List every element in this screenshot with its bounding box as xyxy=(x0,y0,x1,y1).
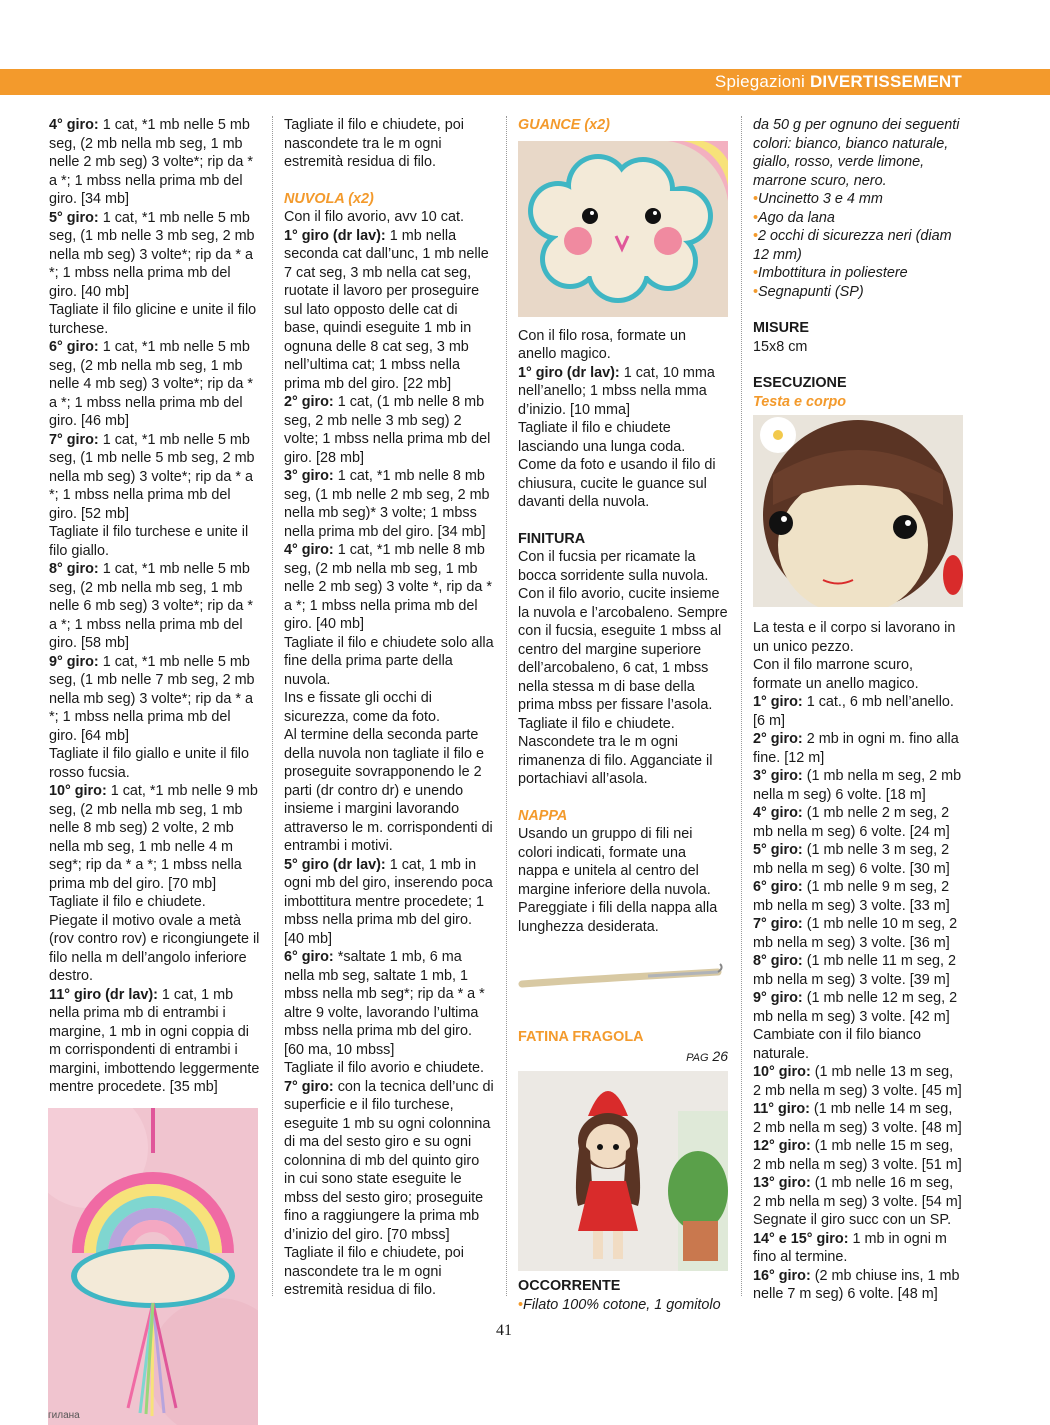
step-label: 8° giro: xyxy=(49,561,99,577)
step-label: 14° e 15° giro: xyxy=(753,1230,849,1247)
step-text: (1 mb nelle 2 m seg, 2 mb nella m seg) 6 volte. [24 m] xyxy=(753,805,950,840)
step-text: La testa e il corpo si lavorano in un unico pezzo. xyxy=(753,620,956,655)
instruction-step xyxy=(753,952,963,989)
instruction-step xyxy=(49,116,261,209)
instruction-step xyxy=(753,767,963,804)
step-label: 6° giro: xyxy=(753,879,803,895)
step-text: 1 mb in ogni m fino al termine. xyxy=(753,1230,947,1265)
step-text: 1 cat, *1 mb nelle 5 mb seg, (2 mb nella mb seg, 1 mb nelle 2 mb seg) 3 volte*; rip da * a *; 1 mbss nella prima mb del giro. [34 mb] xyxy=(49,117,253,207)
instruction-step xyxy=(284,948,494,1059)
rainbow-keychain-photo xyxy=(48,1108,258,1425)
instruction-step xyxy=(518,364,728,420)
step-label: 5° giro (dr lav): xyxy=(284,856,386,873)
crochet-hook-image xyxy=(518,950,728,1010)
step-label: 13° giro: xyxy=(753,1175,811,1191)
step-text: Segnate il giro succ con un SP. xyxy=(753,1212,952,1228)
doll-photo xyxy=(518,1071,728,1271)
instruction-step xyxy=(49,653,261,746)
step-text: 1 cat, *1 mb nelle 8 mb seg, (2 mb nella mb seg, 1 mb nelle 2 mb seg) 3 volte *, rip da * a *; 1 mbss nella prima mb del giro. [40 mb] xyxy=(284,542,492,632)
column-divider xyxy=(506,116,507,1296)
list-item: • Imbottitura in poliestere xyxy=(753,264,963,283)
instruction-step xyxy=(518,456,728,512)
instruction-step xyxy=(284,1059,494,1078)
instruction-step xyxy=(753,841,963,878)
step-text: Tagliate il filo e chiudete. xyxy=(49,894,206,910)
list-item: • 2 occhi di sicurezza neri (diam 12 mm) xyxy=(753,227,963,264)
step-label: 1° giro (dr lav): xyxy=(284,227,386,244)
step-label: 4° giro: xyxy=(49,117,99,133)
image-credit: гилана xyxy=(48,1410,80,1421)
step-label: 4° giro: xyxy=(284,542,334,558)
step-text: Con il filo avorio, avv 10 cat. xyxy=(284,209,464,225)
cloud-photo xyxy=(518,141,728,317)
banner-title: Spiegazioni DIVERTISSEMENT xyxy=(714,72,962,91)
step-label: 7° giro: xyxy=(753,916,803,932)
step-label: 3° giro: xyxy=(753,768,803,784)
step-text: 1 cat, *1 mb nelle 5 mb seg, (1 mb nelle 7 mb seg, 2 mb nella mb seg) 3 volte*; rip da * a *; 1 mbss nella prima mb del giro. [64 mb] xyxy=(49,653,255,744)
paragraph: Usando un gruppo di fili nei colori indicati, formate una nappa e unitela al centro del margine inferiore della nuvola. Pareggiate i fili della nappa alla lunghezza desiderata. xyxy=(518,826,718,935)
instruction-step xyxy=(753,619,963,656)
instructions-list xyxy=(49,116,261,1097)
step-text: Al termine della seconda parte della nuvola non tagliate il filo e proseguite sovrapponendo le 2 parti (dr contro dr) e unendo insieme i margini lavorando attraverso le m. corrispondenti di entrambi i motivi. xyxy=(284,727,493,854)
step-label: 2° giro: xyxy=(284,394,334,410)
instruction-step xyxy=(49,560,261,653)
step-label: 8° giro: xyxy=(753,953,803,969)
step-text: (1 mb nelle 10 m seg, 2 mb nella m seg) 3 volte. [36 m] xyxy=(753,916,958,951)
instruction-step xyxy=(49,912,261,986)
step-text: Tagliate il filo giallo e unite il filo rosso fucsia. xyxy=(49,746,249,781)
step-label: 5° giro: xyxy=(49,209,99,226)
step-text: (1 mb nelle 14 m seg, 2 mb nella m seg) 3 volte. [48 m] xyxy=(753,1101,962,1136)
step-text: (1 mb nelle 12 m seg, 2 mb nella m seg) 3 volte. [42 m] xyxy=(753,990,958,1025)
section-heading-esecuzione: ESECUZIONE xyxy=(753,375,847,391)
instruction-step xyxy=(284,1244,494,1300)
step-text: 1 cat, *1 mb nelle 5 mb seg, (2 mb nella mb seg, 1 mb nelle 6 mb seg) 3 volte*; rip da * a *; 1 mbss nella prima mb del giro. [58 mb] xyxy=(49,561,253,651)
step-text: (1 mb nelle 16 m seg, 2 mb nella m seg) 3 volte. [54 m] xyxy=(753,1175,962,1210)
instruction-step xyxy=(284,726,494,856)
step-text: (1 mb nelle 3 m seg, 2 mb nella m seg) 6 volte. [30 m] xyxy=(753,842,950,877)
step-text: Cambiate con il filo bianco naturale. xyxy=(753,1027,921,1062)
instruction-step xyxy=(284,227,494,394)
step-text: 1 cat, 1 mb nella prima mb di entrambi i margine, 1 mb in ogni coppia di m corrispondenti di entrambi i margini, imbottendo leggermente mentre procedete. [35 mb] xyxy=(49,986,260,1095)
step-text: Tagliate il filo turchese e unite il filo giallo. xyxy=(49,524,249,559)
instruction-step xyxy=(753,1230,963,1267)
step-label: 10° giro: xyxy=(753,1064,811,1080)
column-4 xyxy=(753,116,963,1304)
step-text: Ins e fissate gli occhi di sicurezza, come da foto. xyxy=(284,690,440,725)
section-heading-finitura: FINITURA xyxy=(518,530,586,547)
paragraph: Con il fucsia per ricamate la bocca sorridente sulla nuvola. Con il filo avorio, cucite insieme la nuvola e l’arcobaleno. Sempre con il fucsia, eseguite 1 mbss al centro del margine superiore dell’arcobaleno, 6 cat, 1 mbss nella stessa m di base della prima mbss per fissare l’asola. Tagliate il filo e chiudete. Nascondete tra le m ogni rimanenza di filo. Agganciate il portachiavi all’asola. xyxy=(518,549,728,787)
list-item: • Segnapunti (SP) xyxy=(753,283,963,302)
instruction-step xyxy=(49,745,261,782)
step-text: Piegate il motivo ovale a metà (rov contro rov) e ricongiungete il filo nella m dell’angolo inferiore destro. xyxy=(49,912,260,984)
materials-list xyxy=(753,190,963,301)
section-heading-guance: GUANCE (x2) xyxy=(518,117,610,133)
step-text: 1 cat., 6 mb nell’anello. [6 m] xyxy=(753,694,954,729)
instructions-list xyxy=(753,619,963,1304)
paragraph: da 50 g per ognuno dei seguenti colori: bianco, bianco naturale, giallo, rosso, verde limone, marrone scuro, nero. xyxy=(753,117,960,189)
instruction-step xyxy=(753,989,963,1026)
instruction-step xyxy=(753,1174,963,1211)
section-heading-fatina: FATINA FRAGOLA xyxy=(518,1029,644,1045)
step-label: 1° giro: xyxy=(753,694,803,710)
column-divider xyxy=(741,116,742,1296)
section-heading-misure: MISURE xyxy=(753,320,809,336)
paragraph: 15x8 cm xyxy=(753,338,808,355)
section-heading-nuvola: NUVOLA (x2) xyxy=(284,190,374,207)
step-text: (1 mb nelle 13 m seg, 2 mb nella m seg) 3 volte. [45 m] xyxy=(753,1064,962,1099)
instructions-list xyxy=(284,208,494,1300)
step-text: Tagliate il filo e chiudete, poi nascondete tra le m ogni estremità residua di filo. xyxy=(284,1245,464,1298)
step-label: 7° giro: xyxy=(49,431,99,448)
step-text: (1 mb nelle 15 m seg, 2 mb nella m seg) 3 volte. [51 m] xyxy=(753,1138,962,1173)
step-text: Come da foto e usando il filo di chiusura, cucite le guance sul davanti della nuvola. xyxy=(518,457,716,510)
step-text: 1 cat, *1 mb nelle 9 mb seg, (2 mb nella mb seg, 1 mb nelle 8 mb seg) 2 volte, 2 mb nella mb seg, 1 mb nelle 4 m seg*; rip da * a *; 1 mbss nella prima mb del giro. [70 mb] xyxy=(49,783,258,892)
step-label: 12° giro: xyxy=(753,1138,811,1154)
step-text: 1 mb nella seconda cat dall’unc, 1 mb nelle 7 cat seg, 3 mb nella cat seg, ruotate il lavoro per proseguire sul lato opposto delle cat di base, quindi eseguite 1 mb in ognuna delle 8 cat seg, 3 mb nell’ultima cat; 1 mbss nella prima mb del giro. [22 mb] xyxy=(284,227,489,392)
instruction-step xyxy=(753,915,963,952)
step-text: 1 cat, *1 mb nelle 5 mb seg, (1 mb nelle 5 mb seg, 2 mb nella mb seg) 3 volte*; rip da * a *; 1 mbss nella prima mb del giro. [52 mb] xyxy=(49,431,255,522)
instruction-step xyxy=(284,393,494,467)
instruction-step xyxy=(49,782,261,893)
step-label: 11° giro: xyxy=(753,1101,810,1117)
list-item: • Filato 100% cotone, 1 gomitolo xyxy=(518,1296,728,1315)
instruction-step xyxy=(753,1026,963,1063)
list-item: • Uncinetto 3 e 4 mm xyxy=(753,190,963,209)
column-2 xyxy=(284,116,494,1300)
step-label: 6° giro: xyxy=(284,949,334,965)
instruction-step xyxy=(753,693,963,730)
list-item: • Ago da lana xyxy=(753,209,963,228)
step-text: 2 mb in ogni m. fino alla fine. [12 m] xyxy=(753,731,959,766)
step-text: Con il filo rosa, formate un anello magico. xyxy=(518,327,686,362)
column-divider xyxy=(272,116,273,1296)
instruction-step xyxy=(284,1078,494,1245)
step-label: 7° giro: xyxy=(284,1078,334,1095)
instruction-step xyxy=(518,327,728,364)
instruction-step xyxy=(284,208,494,227)
instruction-step xyxy=(753,656,963,693)
step-label: 4° giro: xyxy=(753,805,803,821)
instruction-step xyxy=(753,1100,963,1137)
instruction-step xyxy=(753,804,963,841)
step-label: 9° giro: xyxy=(753,990,803,1006)
step-label: 1° giro (dr lav): xyxy=(518,364,620,381)
instruction-step xyxy=(753,1063,963,1100)
subheading-testa-corpo: Testa e corpo xyxy=(753,393,847,410)
instruction-step xyxy=(753,730,963,767)
step-label: 10° giro: xyxy=(49,783,107,799)
step-label: 6° giro: xyxy=(49,339,99,355)
step-text: *saltate 1 mb, 6 ma nella mb seg, saltate 1 mb, 1 mbss nella mb seg*; rip da * a * altre 9 volte, lavorando l’ultima mbss nella prima mb del giro. [60 ma, 10 mbss] xyxy=(284,949,485,1058)
step-text: 1 cat, 1 mb in ogni mb del giro, inserendo poca imbottitura mentre procedete; 1 mbss nella prima mb del giro. [40 mb] xyxy=(284,856,493,947)
step-label: 3° giro: xyxy=(284,468,334,484)
step-text: (1 mb nella m seg, 2 mb nella m seg) 6 volte. [18 m] xyxy=(753,768,962,803)
step-label: 5° giro: xyxy=(753,842,803,858)
instruction-step xyxy=(49,338,261,431)
section-heading-occorrente: OCCORRENTE xyxy=(518,1278,621,1294)
instruction-step xyxy=(753,1137,963,1174)
step-text: Tagliate il filo e chiudete solo alla fine della prima parte della nuvola. xyxy=(284,634,494,688)
step-text: Tagliate il filo glicine e unite il filo turchese. xyxy=(49,302,257,337)
instruction-step xyxy=(49,893,261,912)
step-text: Con il filo marrone scuro, formate un anello magico. xyxy=(753,657,919,692)
instruction-step xyxy=(49,301,261,338)
instruction-step xyxy=(284,634,494,690)
instruction-step xyxy=(284,689,494,726)
doll-face-photo xyxy=(753,415,963,607)
instruction-step xyxy=(49,209,261,302)
paragraph: Tagliate il filo e chiudete, poi nascondete tra le m ogni estremità residua di filo. xyxy=(284,117,464,170)
section-banner xyxy=(0,69,1050,95)
instruction-step xyxy=(49,431,261,524)
step-text: 1 cat, *1 mb nelle 5 mb seg, (2 mb nella mb seg, 1 mb nelle 4 mb seg) 3 volte*; rip da * a *; 1 mbss nella prima mb del giro. [46 mb] xyxy=(49,339,253,429)
instruction-step xyxy=(284,541,494,634)
instruction-step xyxy=(753,878,963,915)
step-text: 1 cat, 10 mma nell’anello; 1 mbss nella mma d’inizio. [10 mma] xyxy=(518,364,715,418)
step-text: (1 mb nelle 9 m seg, 2 mb nella m seg) 3 volte. [33 m] xyxy=(753,879,950,914)
step-text: con la tecnica dell’unc di superficie e il filo turchese, eseguite 1 mb su ogni colonnina di ma del sesto giro e su ogni colonnina di mb del quinto giro in cui sono state eseguite le mbss del sesto giro; proseguite fino a raggiungere la prima mb d’inizio del giro. [70 mbss] xyxy=(284,1078,494,1243)
instruction-step xyxy=(753,1211,963,1230)
step-label: 11° giro (dr lav): xyxy=(49,986,158,1003)
instruction-step xyxy=(49,986,261,1097)
instruction-step xyxy=(49,523,261,560)
step-label: 16° giro: xyxy=(753,1267,811,1284)
section-heading-nappa: NAPPA xyxy=(518,807,568,824)
instruction-step xyxy=(284,856,494,949)
column-3 xyxy=(518,116,728,1314)
step-text: 1 cat, *1 mb nelle 8 mb seg, (1 mb nelle 2 mb seg, 2 mb nella mb seg)* 3 volte; 1 mbss nella prima mb del giro. [34 mb] xyxy=(284,468,490,540)
step-label: 9° giro: xyxy=(49,653,99,670)
step-text: Tagliate il filo avorio e chiudete. xyxy=(284,1060,484,1076)
instructions-list xyxy=(518,327,728,512)
instruction-step xyxy=(284,467,494,541)
step-label: 2° giro: xyxy=(753,731,803,747)
page-number: 41 xyxy=(496,1322,512,1339)
page-reference: PAG 26 xyxy=(686,1047,728,1064)
step-text: 1 cat, *1 mb nelle 5 mb seg, (1 mb nelle 3 mb seg, 2 mb nella mb seg) 3 volte*; rip da * a *; 1 mbss nella prima mb del giro. [40 mb] xyxy=(49,209,255,300)
instruction-step xyxy=(753,1267,963,1304)
column-1 xyxy=(49,116,261,1097)
step-text: 1 cat, (1 mb nelle 8 mb seg, 2 mb nelle 3 mb seg) 2 volte; 1 mbss nella prima mb del giro. [28 mb] xyxy=(284,394,491,466)
step-text: (1 mb nelle 11 m seg, 2 mb nella m seg) 3 volte. [39 m] xyxy=(753,953,957,988)
instruction-step xyxy=(518,419,728,456)
step-text: (2 mb chiuse ins, 1 mb nelle 7 m seg) 6 volte. [48 m] xyxy=(753,1267,960,1302)
step-text: Tagliate il filo e chiudete lasciando una lunga coda. xyxy=(518,420,686,455)
